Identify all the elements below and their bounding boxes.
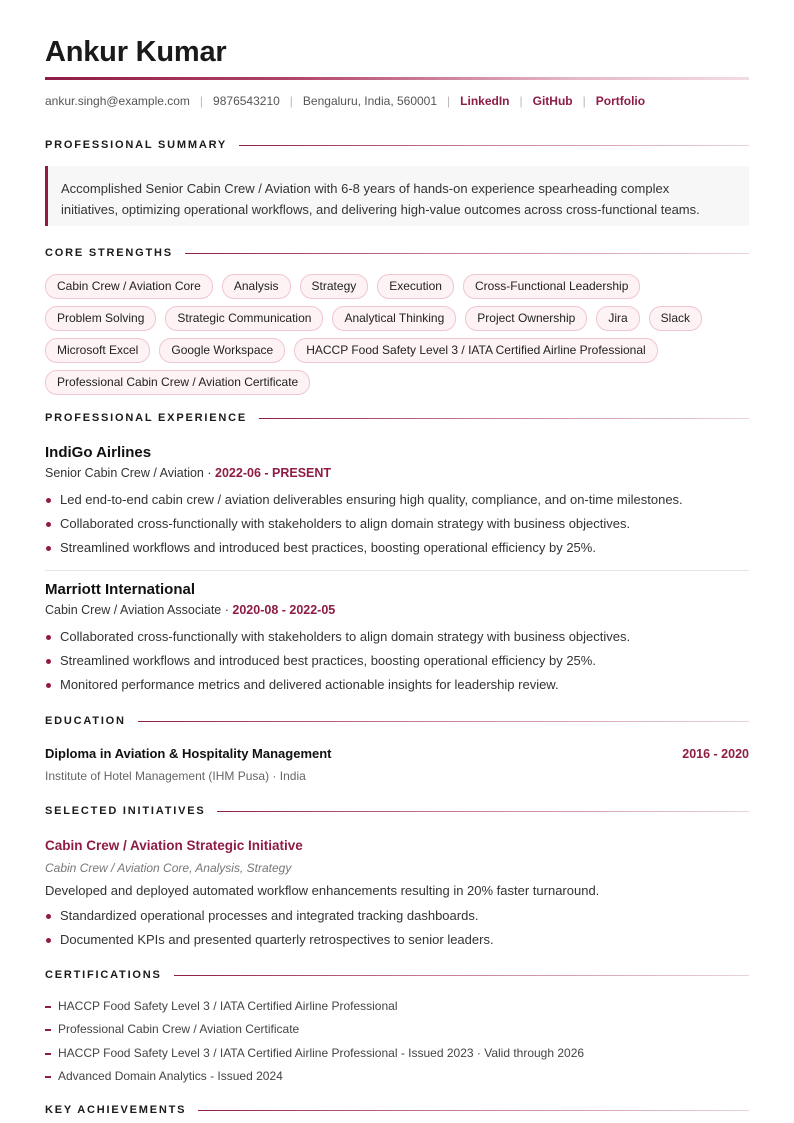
job-company: IndiGo Airlines	[45, 444, 152, 461]
job-bullet: Monitored performance metrics and delivered actionable insights for leadership review.	[45, 673, 749, 697]
chip-row	[45, 370, 749, 395]
initiative-bullet: Documented KPIs and presented quarterly retrospectives to senior leaders.	[45, 928, 749, 952]
summary-box	[45, 166, 749, 226]
job-dates: 2022-06 - PRESENT	[215, 466, 332, 480]
section-experience-header	[45, 412, 749, 424]
job-bullet: Collaborated cross-functionally with stakeholders to align domain strategy with business objectives.	[45, 625, 749, 649]
github-link[interactable]: GitHub	[532, 94, 573, 108]
section-education-header	[45, 715, 749, 727]
section-certifications-header	[45, 969, 749, 981]
skill-chip: Google Workspace	[159, 338, 285, 363]
education-degree: Diploma in Aviation & Hospitality Management	[45, 746, 332, 761]
job-role-line	[45, 603, 335, 617]
initiative-title: Cabin Crew / Aviation Strategic Initiative	[45, 838, 303, 853]
job-bullet: Led end-to-end cabin crew / aviation deliverables ensuring high quality, compliance, and on-time milestones.	[45, 488, 749, 512]
summary-line: Accomplished Senior Cabin Crew / Aviation with 6-8 years of hands-on experience spearheading complex	[61, 181, 670, 196]
job-bullet: Streamlined workflows and introduced best practices, boosting operational efficiency by 25%.	[45, 649, 749, 673]
section-rule	[198, 1110, 749, 1111]
education-dates: 2016 - 2020	[682, 747, 749, 761]
section-strengths-header	[45, 247, 749, 259]
certification-item: Professional Cabin Crew / Aviation Certificate	[45, 1018, 749, 1041]
skill-chip: HACCP Food Safety Level 3 / IATA Certified Airline Professional	[294, 338, 658, 363]
role-separator: ·	[224, 603, 233, 617]
job-divider	[45, 570, 749, 571]
skill-chip: Strategy	[300, 274, 369, 299]
job-role: Cabin Crew / Aviation Associate	[45, 603, 222, 617]
summary-line: initiatives, optimizing operational workflows, and delivering high-value outcomes across cross-functional teams.	[61, 202, 700, 217]
contact-separator: |	[519, 94, 523, 108]
certification-item: HACCP Food Safety Level 3 / IATA Certified Airline Professional - Issued 2023 · Valid through 2026	[45, 1042, 749, 1065]
role-separator: ·	[207, 466, 216, 480]
section-rule	[259, 418, 749, 419]
chip-row	[45, 274, 749, 299]
section-achievements-header	[45, 1104, 749, 1116]
skill-chip: Analytical Thinking	[332, 306, 456, 331]
education-institution: Institute of Hotel Management (IHM Pusa) · India	[45, 769, 306, 783]
certification-item: Advanced Domain Analytics - Issued 2024	[45, 1065, 749, 1088]
section-rule	[239, 145, 749, 146]
contact-location: Bengaluru, India, 560001	[302, 94, 438, 108]
skill-chip: Jira	[596, 306, 639, 331]
skill-chip: Cross-Functional Leadership	[463, 274, 640, 299]
skill-chip: Strategic Communication	[165, 306, 323, 331]
skill-chip: Professional Cabin Crew / Aviation Certificate	[45, 370, 310, 395]
initiative-bullet: Standardized operational processes and integrated tracking dashboards.	[45, 904, 749, 928]
contact-phone[interactable]: 9876543210	[213, 94, 280, 108]
skill-chip: Analysis	[222, 274, 291, 299]
section-title: PROFESSIONAL EXPERIENCE	[45, 412, 247, 424]
skill-chip: Execution	[377, 274, 454, 299]
job-dates: 2020-08 - 2022-05	[232, 603, 336, 617]
initiative-tags: Cabin Crew / Aviation Core, Analysis, Strategy	[45, 861, 292, 875]
skill-chip: Microsoft Excel	[45, 338, 150, 363]
skill-chip: Slack	[649, 306, 702, 331]
job-bullets	[45, 625, 749, 697]
contact-separator: |	[199, 94, 204, 108]
contact-bar	[45, 94, 645, 108]
job-company: Marriott International	[45, 581, 196, 598]
section-rule	[138, 721, 749, 722]
linkedin-link[interactable]: LinkedIn	[460, 94, 510, 108]
section-rule	[174, 975, 749, 976]
candidate-name: Ankur Kumar	[45, 36, 227, 68]
job-bullets	[45, 488, 749, 560]
contact-separator: |	[447, 94, 451, 108]
job-bullet: Collaborated cross-functionally with stakeholders to align domain strategy with business objectives.	[45, 512, 749, 536]
job-bullet: Streamlined workflows and introduced best practices, boosting operational efficiency by 25%.	[45, 536, 749, 560]
initiative-bullets	[45, 904, 749, 952]
contact-separator: |	[289, 94, 293, 108]
section-title: CERTIFICATIONS	[45, 969, 162, 981]
initiative-description: Developed and deployed automated workflow enhancements resulting in 20% faster turnaround.	[45, 883, 600, 898]
section-title: KEY ACHIEVEMENTS	[45, 1104, 187, 1116]
contact-separator: |	[582, 94, 586, 108]
section-title: PROFESSIONAL SUMMARY	[45, 139, 228, 151]
section-initiatives-header	[45, 805, 749, 817]
name-underline	[45, 77, 749, 80]
skill-chip: Problem Solving	[45, 306, 156, 331]
job-role: Senior Cabin Crew / Aviation	[45, 466, 204, 480]
skill-chip: Project Ownership	[465, 306, 587, 331]
section-title: EDUCATION	[45, 715, 126, 727]
skill-chip: Cabin Crew / Aviation Core	[45, 274, 213, 299]
section-title: SELECTED INITIATIVES	[45, 805, 206, 817]
section-rule	[185, 253, 749, 254]
section-rule	[217, 811, 749, 812]
job-role-line	[45, 466, 331, 480]
strengths-chips	[45, 274, 749, 402]
chip-row	[45, 338, 749, 363]
portfolio-link[interactable]: Portfolio	[595, 94, 646, 108]
section-summary-header	[45, 139, 749, 151]
section-title: CORE STRENGTHS	[45, 247, 173, 259]
certification-item: HACCP Food Safety Level 3 / IATA Certified Airline Professional	[45, 995, 749, 1018]
contact-email[interactable]: ankur.singh@example.com	[45, 94, 190, 108]
chip-row	[45, 306, 749, 331]
certification-list	[45, 995, 749, 1088]
